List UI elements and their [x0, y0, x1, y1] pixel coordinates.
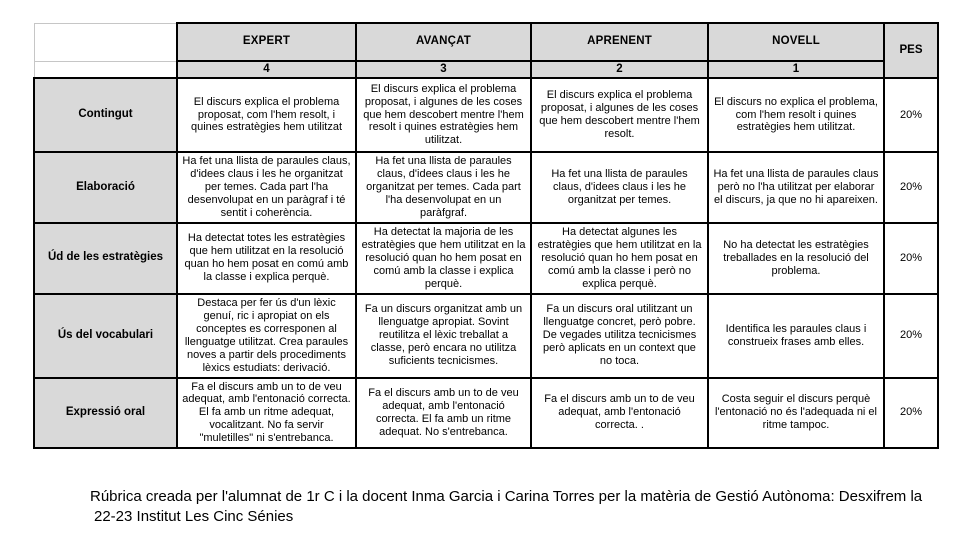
rubric-table	[33, 22, 939, 449]
cell-aprenent: El discurs explica el problema proposat, i algunes de les coses que hem descobert mentre l'hem resolt.	[531, 78, 708, 152]
table-row-expressio	[34, 378, 938, 449]
cell-novell: Identifica les paraules claus i construeix frases amb elles.	[708, 294, 884, 378]
header-row-levels	[34, 23, 938, 61]
col-header-aprenent: APRENENT	[531, 23, 708, 61]
cell-avancat: Fa un discurs organitzat amb un llenguatge apropiat. Sovint reutilitza el lèxic treballat a classe, però encara no utilitza suficients tecnicismes.	[356, 294, 531, 378]
cell-novell: El discurs no explica el problema, com l'hem resolt i quines estratègies hem utilitzat.	[708, 78, 884, 152]
footer-caption-line2: 22-23 Institut Les Cinc Sénies	[94, 507, 294, 525]
cell-pes: 20%	[884, 223, 938, 294]
header-row-scores	[34, 61, 938, 78]
cell-pes: 20%	[884, 294, 938, 378]
row-criterion: Úd de les estratègies	[34, 223, 177, 294]
table-row-contingut	[34, 78, 938, 152]
footer-caption	[90, 487, 922, 527]
col-header-avancat: AVANÇAT	[356, 23, 531, 61]
score-header-3: 3	[356, 61, 531, 78]
footer-caption-line1: Rúbrica creada per l'alumnat de 1r C i la docent Inma Garcia i Carina Torres per la matèria de Gestió Autònoma: Desxifrem la	[90, 488, 923, 505]
cell-pes: 20%	[884, 78, 938, 152]
table-row-estrategies	[34, 223, 938, 294]
cell-aprenent: Ha detectat algunes les estratègies que hem utilitzat en la resolució quan ho hem posat en comú amb la classe i però no explica perquè.	[531, 223, 708, 294]
row-criterion: Contingut	[34, 78, 177, 152]
cell-expert: Destaca per fer ús d'un lèxic genuí, ric i apropiat on els conceptes es corresponen al llenguatge utilitzat. Crea paraules noves a partir dels procediments lèxics estudiats: derivació.	[177, 294, 356, 378]
cell-pes: 20%	[884, 378, 938, 449]
row-criterion: Ús del vocabulari	[34, 294, 177, 378]
cell-aprenent: Ha fet una llista de paraules claus, d'idees claus i les he organitzat per temes.	[531, 152, 708, 223]
cell-aprenent: Fa un discurs oral utilitzant un llenguatge concret, però pobre. De vegades utilitza tecnicismes però aplicats en un context que no toca.	[531, 294, 708, 378]
cell-avancat: El discurs explica el problema proposat, i algunes de les coses que hem descobert mentre l'hem resolt i quines estratègies hem utilitzat.	[356, 78, 531, 152]
cell-expert: Ha fet una llista de paraules claus, d'idees claus i les he organitzat per temes. Cada part l'ha desenvolupat en un paràgraf i té sentit i coherència.	[177, 152, 356, 223]
cell-expert: Fa el discurs amb un to de veu adequat, amb l'entonació correcta. El fa amb un ritme adequat, vocalitzant. No fa servir "muletilles" ni s'entrebanca.	[177, 378, 356, 449]
col-header-novell: NOVELL	[708, 23, 884, 61]
cell-novell: No ha detectat les estratègies treballades en la resolució del problema.	[708, 223, 884, 294]
corner-cell	[34, 61, 177, 78]
cell-expert: El discurs explica el problema proposat, com l'hem resolt, i quines estratègies hem utilitzat	[177, 78, 356, 152]
table-row-elaboracio	[34, 152, 938, 223]
col-header-expert: EXPERT	[177, 23, 356, 61]
cell-aprenent: Fa el discurs amb un to de veu adequat, amb l'entonació correcta. .	[531, 378, 708, 449]
row-criterion: Elaboració	[34, 152, 177, 223]
cell-avancat: Fa el discurs amb un to de veu adequat, amb l'entonació correcta. El fa amb un ritme adequat. No s'entrebanca.	[356, 378, 531, 449]
score-header-1: 1	[708, 61, 884, 78]
cell-novell: Costa seguir el discurs perquè l'entonació no és l'adequada ni el ritme tampoc.	[708, 378, 884, 449]
cell-expert: Ha detectat totes les estratègies que hem utilitzat en la resolució quan ho hem posat en comú amb la classe i explica perquè.	[177, 223, 356, 294]
row-criterion: Expressió oral	[34, 378, 177, 449]
score-header-4: 4	[177, 61, 356, 78]
score-header-2: 2	[531, 61, 708, 78]
cell-avancat: Ha detectat la majoria de les estratègies que hem utilitzat en la resolució quan ho hem posat en comú amb la classe i explica perquè.	[356, 223, 531, 294]
corner-cell	[34, 23, 177, 61]
col-header-pes: PES	[884, 23, 938, 78]
cell-avancat: Ha fet una llista de paraules claus, d'idees claus i les he organitzat per temes. Cada part l'ha desenvolupat en un paràfgraf.	[356, 152, 531, 223]
table-row-vocabulari	[34, 294, 938, 378]
cell-novell: Ha fet una llista de paraules claus però no l'ha utilitzat per elaborar el discurs, ja que no hi apareixen.	[708, 152, 884, 223]
cell-pes: 20%	[884, 152, 938, 223]
